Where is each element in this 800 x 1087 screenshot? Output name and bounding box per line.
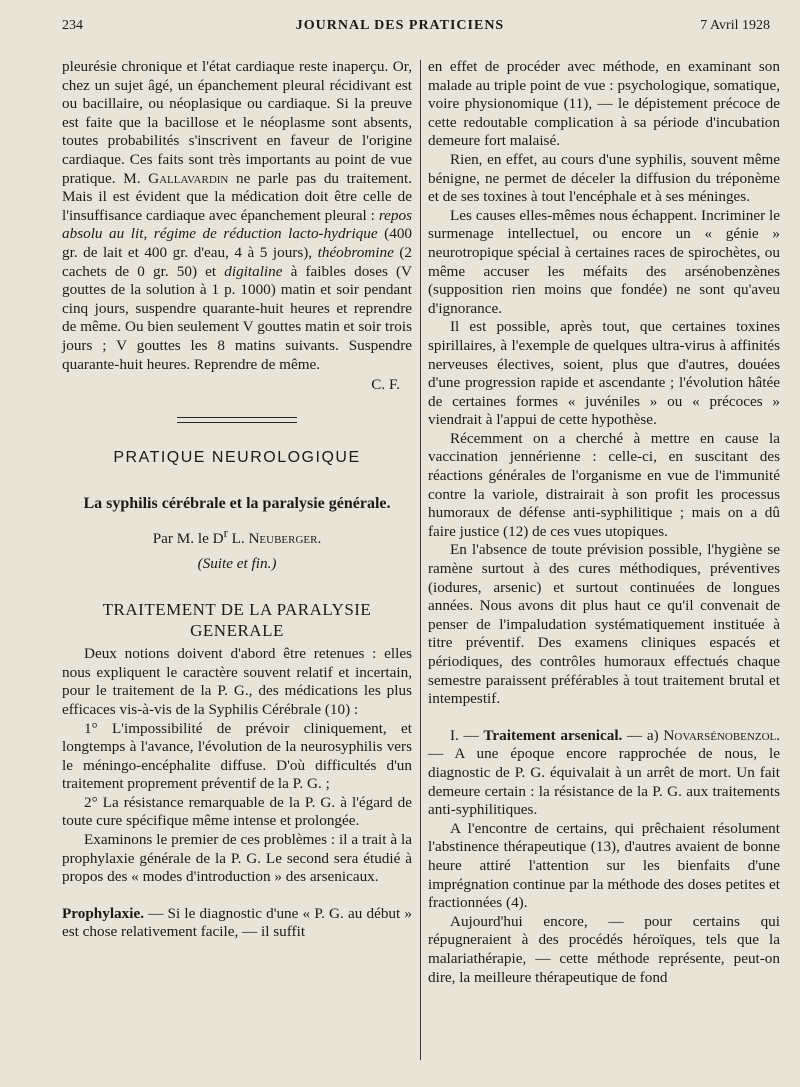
paragraph: Prophylaxie. — Si le diagnostic d'une « P. G. au début » est chose relativement facile, — il suffit: [62, 904, 413, 941]
journal-title: JOURNAL DES PRATICIENS: [295, 18, 505, 33]
paragraph: en effet de procéder avec méthode, en examinant son malade au triple point de vue : psychologique, somatique, voire physionomique (11), — le dépistement précoce de cette redoutable complication à sa période d'incubation demeure fort malaisé.: [428, 58, 780, 150]
paragraph: Rien, en effet, au cours d'une syphilis, souvent même bénigne, ne permet de déceler la diffusion du tréponème et de ses toxines à tout l'encéphale et à ses méninges.: [428, 150, 780, 206]
left-column: [62, 58, 412, 942]
paragraph: 1° L'impossibilité de prévoir cliniquement, et longtemps à l'avance, l'évolution de la neurosyphilis vers le méningo-encéphalite diffuse. D'où difficultés d'un traitement proprement préventif de la P. G. ;: [62, 719, 412, 793]
article-title: La syphilis cérébrale et la paralysie générale.: [83, 495, 391, 513]
paragraph: Les causes elles-mêmes nous échappent. Incriminer le surmenage intellectuel, ou encore un « génie » neurotropique spécial à certaines races de spirochètes, ou même accuser les méfaits des arsénobenzènes (supposition rien moins que fondée) ne sont qu'aveu d'ignorance.: [428, 206, 780, 317]
column-divider: [420, 60, 421, 1060]
signature: C. F.: [371, 376, 400, 394]
byline: Par M. le $D^r$ L. Neuberger.: [152, 525, 322, 547]
paragraph: Il est possible, après tout, que certaines toxines spirillaires, à l'exemple de quelques ultra-virus à affinités nerveuses électives, soient, plus que d'autres, douées d'une progression rapide et ascendante ; l'évolution hâtée de certaines formes « juvéniles » ou « précoces » viendrait à l'appui de cette hypothèse.: [428, 318, 780, 429]
paragraph: A l'encontre de certains, qui prêchaient résolument l'abstinence thérapeutique (13), d'autres avaient de bonne heure attiré l'attention sur les bienfaits d'une imprégnation continue par la méthode des doses petites et fractionnées (4).: [428, 819, 780, 912]
paragraph-heading: Prophylaxie.: [62, 904, 144, 922]
paragraph: Deux notions doivent d'abord être retenues : elles nous expliquent le caractère souvent relatif et incertain, pour le traitement de la P. G., des médications les plus efficaces vis-à-vis de la Syphilis Cérébrale (10) :: [62, 645, 412, 718]
author-name: Gallavardin: [148, 169, 229, 187]
subsection-title: TRAITEMENT DE LA PARALYSIE GENERALE: [102, 600, 372, 641]
page-header: [0, 18, 800, 40]
paragraph: I. — Traitement arsenical. — a) Novarsénobenzol. — A une époque encore rapprochée de nous, le diagnostic de P. G. équivalait à un arrêt de mort. Un fait demeure certain : la résistance de la P. G. aux traitements anti-syphilitiques.: [428, 726, 781, 819]
issue-date: 7 Avril 1928: [700, 18, 770, 33]
paragraph: En l'absence de toute prévision possible, l'hygiène se ramène surtout à des cures méthodiques, préventives (iodures, arsenic) et surtout continuées de longues années. Nous avons dit plus haut ce qu'il convenait de penser de l'impaludation systématiquement instituée à titre préventif. Des examens cliniques espacés et périodiques, des contrôles humoraux effectués chaque semestre paraissent préférables à tout traitement brutal et intempestif.: [428, 541, 780, 708]
paragraph: pleurésie chronique et l'état cardiaque reste inaperçu. Or, chez un sujet âgé, un épanchement pleural récidivant est ou bacillaire, ou néoplasique ou cardiaque. Si la preuve est faite que la bacillose et le néoplasme sont absents, toutes probabilités s'inscrivent en faveur de l'origine cardiaque. Ces faits sont très importants au point de vue pratique. M. Gallavardin ne parle pas du traitement. Mais il est évident que la médication doit être celle de l'insuffisance cardiaque avec épanchement pleural : repos absolu au lit, régime de réduction lacto-hydrique (400 gr. de lait et 400 gr. d'eau, 4 à 5 jours), théobromine (2 cachets de 0 gr. 50) et digitaline à faibles doses (V gouttes de la solution à 1 p. 1000) matin et soir pendant cinq jours, suspendre quarante-huit heures et reprendre de même. Ou bien seulement V gouttes matin et soir trois jours ; V gouttes les 8 matins suivants. Suspendre quarante-huit heures. Reprendre de même.: [62, 58, 413, 373]
paragraph-heading: Traitement arsenical.: [483, 726, 623, 744]
section-title: PRATIQUE NEUROLOGIQUE: [113, 448, 361, 466]
paragraph: 2° La résistance remarquable de la P. G. à l'égard de toute cure spécifique même intense et prolongée.: [62, 793, 412, 830]
paragraph: Examinons le premier de ces problèmes : il a trait à la prophylaxie générale de la P. G. Le second sera étudié à propos des « modes d'introduction » des arsenicaux.: [62, 831, 412, 886]
section-divider: [177, 417, 297, 423]
paragraph: Aujourd'hui encore, — pour certains qui répugneraient à des procédés héroïques, tels que la malariathérapie, — cette méthode représente, peut-on dire, la meilleure thérapeutique de fond: [428, 912, 780, 986]
right-column: [428, 58, 780, 987]
page-number: 234: [62, 18, 83, 33]
paragraph: Récemment on a cherché à mettre en cause la vaccination jennérienne : celle-ci, en suscitant des réactions générales de l'organisme en vue de l'immunité contre la variole, distrairait à son profit les processus humoraux de défense anti-syphilitique ; mais on a dû faire justice (12) de ces vues utopiques.: [428, 429, 780, 540]
continuation-note: (Suite et fin.): [197, 554, 277, 572]
